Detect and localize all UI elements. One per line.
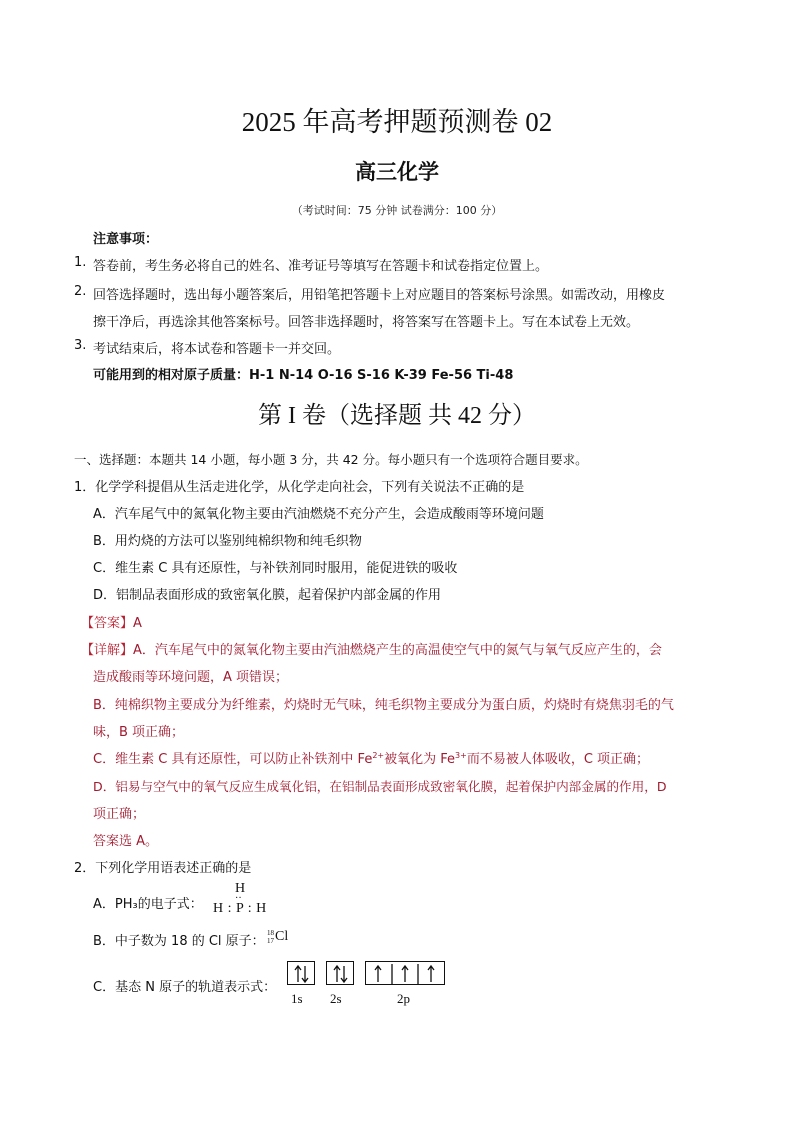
q1-answer bbox=[81, 612, 142, 631]
q1-option-a: A．汽车尾气中的氮氧化物主要由汽油燃烧不充分产生，会造成酸雨等环境问题 bbox=[93, 507, 544, 522]
q1-detail-a-line2: 造成酸雨等环境问题，A 项错误； bbox=[93, 670, 289, 685]
formula-top-dots: ·· bbox=[235, 893, 242, 904]
detail-c-sup1: 2+ bbox=[372, 751, 385, 760]
q1-option-d: D．铝制品表面形成的致密氧化膜，起着保护内部金属的作用 bbox=[93, 588, 442, 603]
formula-main: H : P : H bbox=[213, 901, 267, 916]
up-down-arrows-icon bbox=[288, 964, 316, 984]
cl-mass-number: 18 bbox=[267, 929, 274, 937]
notice-heading: 注意事项： bbox=[93, 232, 159, 247]
up-down-arrows-icon bbox=[327, 964, 355, 984]
q2-option-b-text: B．中子数为 18 的 Cl 原子： bbox=[93, 934, 265, 949]
up-arrows-icon bbox=[366, 964, 446, 984]
orbital-label-1s: 1s bbox=[291, 991, 303, 1006]
orbital-label-2s: 2s bbox=[330, 991, 342, 1006]
page-subtitle: 高三化学 bbox=[355, 160, 439, 184]
q1-option-c: C．维生素 C 具有还原性，与补铁剂同时服用，能促进铁的吸收 bbox=[93, 561, 458, 576]
detail-label: 【详解】 bbox=[81, 643, 134, 658]
detail-c-sup2: 3+ bbox=[455, 751, 467, 760]
q1-detail-c bbox=[93, 748, 649, 767]
detail-c-pre: C．维生素 C 具有还原性，可以防止补铁剂中 Fe bbox=[93, 752, 373, 767]
notice-item-3: 考试结束后，将本试卷和答题卡一并交回。 bbox=[93, 342, 341, 357]
q1-option-b: B．用灼烧的方法可以鉴别纯棉织物和纯毛织物 bbox=[93, 534, 362, 549]
notice-item-2-line1: 回答选择题时，选出每小题答案后，用铅笔把答题卡上对应题目的答案标号涂黑。如需改动，用橡皮 bbox=[93, 288, 666, 303]
exam-info: （考试时间：75 分钟 试卷满分：100 分） bbox=[291, 204, 503, 217]
orbital-2s bbox=[326, 961, 354, 985]
formula-top-h: H bbox=[235, 881, 246, 896]
notice-item-1: 答卷前，考生务必将自己的姓名、准考证号等填写在答题卡和试卷指定位置上。 bbox=[93, 259, 549, 274]
answer-value: A bbox=[133, 616, 142, 631]
q1-detail-d-line2: 项正确； bbox=[93, 807, 146, 822]
q1-detail-b-line2: 味，B 项正确； bbox=[93, 725, 185, 740]
detail-c-post: 而不易被人体吸收，C 项正确； bbox=[466, 752, 650, 767]
q1-conclusion: 答案选 A。 bbox=[93, 834, 159, 849]
q1-stem: 1．化学学科提倡从生活走进化学，从化学走向社会，下列有关说法不正确的是 bbox=[74, 480, 525, 495]
atomic-mass-line: 可能用到的相对原子质量：H-1 N-14 O-16 S-16 K-39 Fe-56 Ti-48 bbox=[93, 368, 514, 383]
notice-item-2-line2: 擦干净后，再选涂其他答案标号。回答非选择题时，将答案写在答题卡上。写在本试卷上无效。 bbox=[93, 315, 640, 330]
orbital-2p bbox=[365, 961, 445, 985]
section-title: 第 I 卷（选择题 共 42 分） bbox=[258, 403, 536, 429]
q1-detail-b-line1: B．纯棉织物主要成分为纤维素，灼烧时无气味，纯毛织物主要成分为蛋白质，灼烧时有烧焦羽毛的气 bbox=[93, 698, 674, 713]
detail-c-mid: 被氧化为 Fe bbox=[384, 752, 456, 767]
q2-stem: 2．下列化学用语表述正确的是 bbox=[74, 861, 252, 876]
cl-symbol: Cl bbox=[275, 929, 289, 944]
q1-detail-a-line1 bbox=[81, 639, 662, 658]
orbital-1s bbox=[287, 961, 315, 985]
orbital-label-2p: 2p bbox=[397, 991, 410, 1006]
section-instruction: 一、选择题：本题共 14 小题，每小题 3 分，共 42 分。每小题只有一个选项符合题目要求。 bbox=[74, 452, 588, 467]
q2-option-c-text: C．基态 N 原子的轨道表示式： bbox=[93, 980, 277, 995]
cl-atomic-number: 17 bbox=[267, 937, 274, 945]
q1-detail-d-line1: D．铝易与空气中的氧气反应生成氧化铝，在铝制品表面形成致密氧化膜，起着保护内部金属的作用，D bbox=[93, 779, 667, 794]
notice-item-1-num: 1. bbox=[74, 255, 87, 270]
answer-label: 【答案】 bbox=[81, 616, 134, 631]
notice-item-3-num: 3. bbox=[74, 338, 87, 353]
notice-item-2-num: 2. bbox=[74, 284, 87, 299]
detail-a-text1: A．汽车尾气中的氮氧化物主要由汽油燃烧产生的高温使空气中的氮气与氧气反应产生的，会 bbox=[133, 643, 662, 658]
page-title: 2025 年高考押题预测卷 02 bbox=[241, 107, 553, 137]
q2-option-a-text: A．PH₃的电子式： bbox=[93, 897, 203, 912]
